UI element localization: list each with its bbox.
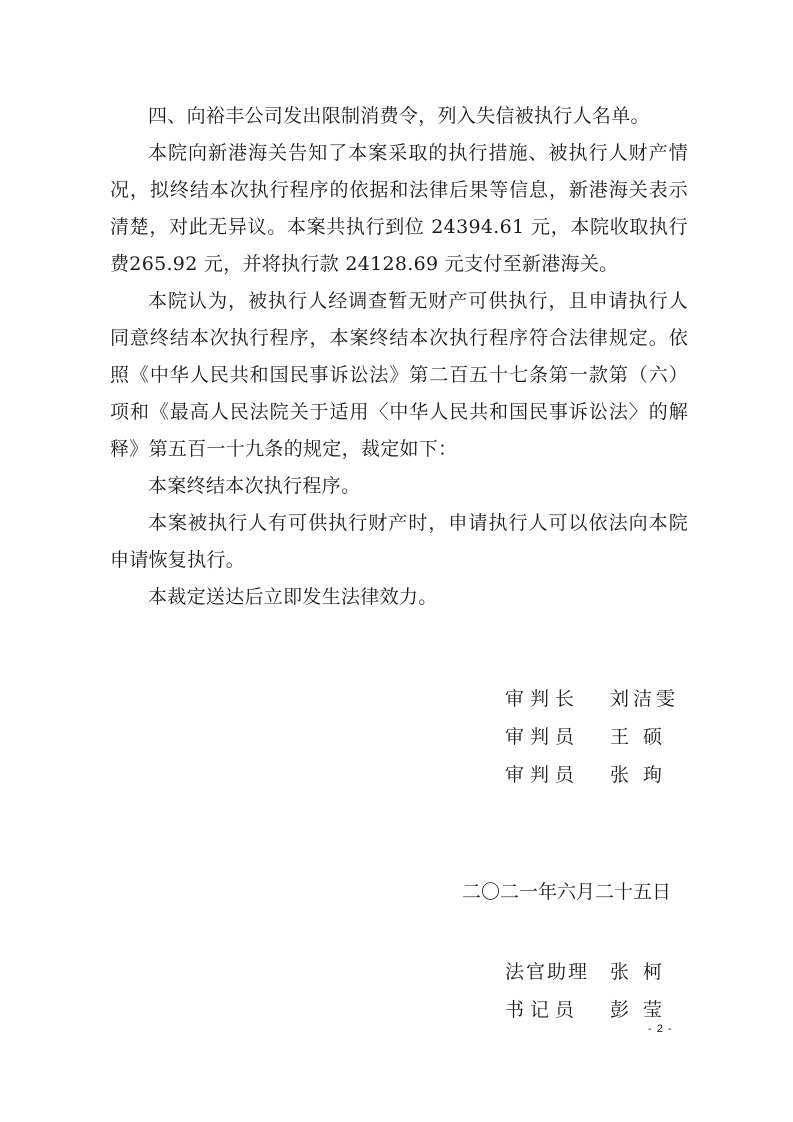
- signature-role: 书记员: [505, 999, 581, 1021]
- clerk-signatures: [505, 953, 705, 1029]
- paragraph-restriction-order: 四、向裕丰公司发出限制消费令，列入失信被执行人名单。: [148, 105, 650, 127]
- ruling-body: [110, 98, 688, 616]
- signature-judge-2: [505, 756, 705, 794]
- paragraph-customs-notice: 本院向新港海关告知了本案采取的执行措施、被执行人财产情况，拟终结本次执行程序的依据和法律后果等信息，新港海关表示清楚，对此无异议。本案共执行到位 24394.61 元，本院收取执行费265.92 元，并将执行款 24128.69 元支付至新港海关。: [110, 142, 688, 275]
- signature-name: 王 硕: [610, 726, 667, 748]
- signature-name: 张 珣: [610, 764, 667, 786]
- signature-role: 法官助理: [505, 961, 590, 983]
- signature-judge-assistant: [505, 953, 705, 991]
- signature-presiding-judge: [505, 680, 705, 718]
- paragraph-court-opinion: 本院认为，被执行人经调查暂无财产可供执行，且申请执行人同意终结本次执行程序，本案终结本次执行程序符合法律规定。依照《中华人民共和国民事诉讼法》第二百五十七条第一款第（六）项和《最高人民法院关于适用〈中华人民共和国民事诉讼法〉的解释》第五百一十九条的规定，裁定如下：: [110, 290, 688, 460]
- signature-name: 张 柯: [610, 961, 667, 983]
- paragraph-effective: 本裁定送达后立即发生法律效力。: [148, 586, 438, 608]
- signature-judge-1: [505, 718, 705, 756]
- signature-clerk: [505, 991, 705, 1029]
- ruling-date: 二〇二一年六月二十五日: [462, 881, 672, 903]
- signature-role: 审判长: [505, 688, 581, 710]
- signature-role: 审判员: [505, 764, 581, 786]
- judge-signatures: [505, 680, 705, 794]
- paragraph-resume-execution: 本案被执行人有可供执行财产时，申请执行人可以依法向本院申请恢复执行。: [110, 512, 688, 571]
- signature-name: 刘洁雯: [610, 688, 680, 710]
- signature-name: 彭 莹: [610, 999, 667, 1021]
- paragraph-ruling-termination: 本案终结本次执行程序。: [148, 475, 361, 497]
- signature-role: 审判员: [505, 726, 581, 748]
- page-number: - 2 -: [648, 1023, 673, 1035]
